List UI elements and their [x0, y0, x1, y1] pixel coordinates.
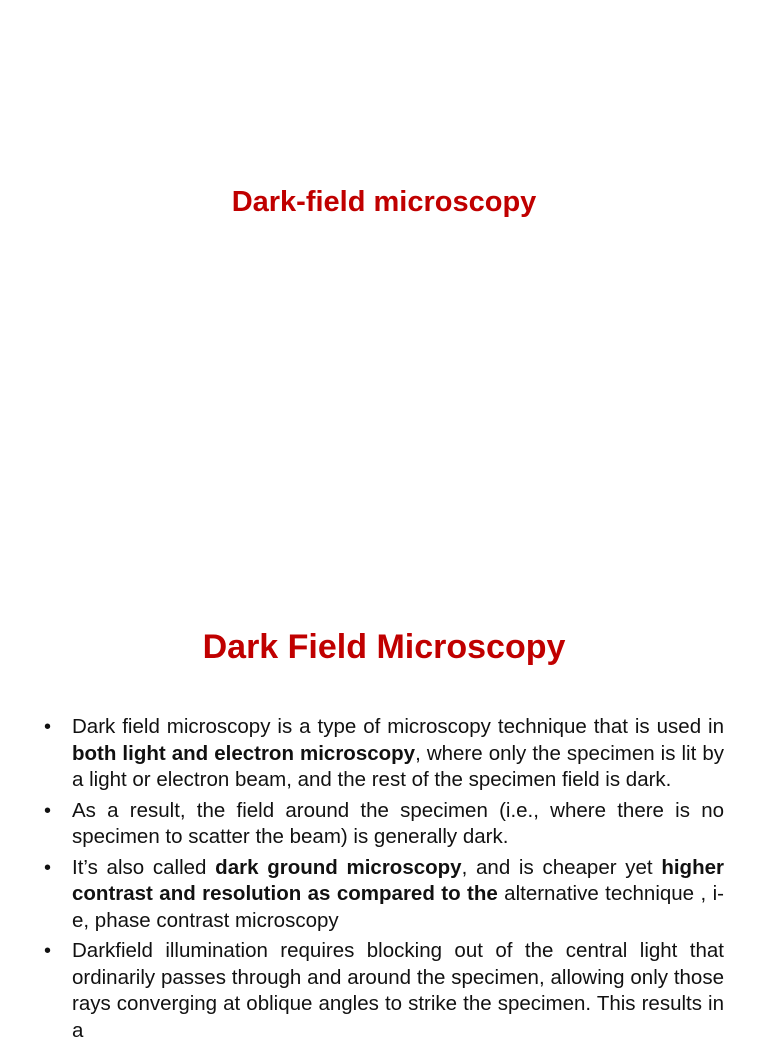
slide-title: Dark-field microscopy [231, 186, 537, 218]
bullet-text-run: alternative technique , i-e, phase contrast microscopy [72, 882, 724, 932]
bullet-text-run: , where only the specimen is lit by a light or electron beam, and the rest of the specimen field is dark. [72, 741, 724, 791]
bullet-dot-icon: • [44, 799, 52, 822]
bullet-text [72, 856, 724, 932]
bullet-bold-run: higher contrast and resolution as compared to the [72, 855, 724, 905]
bullet-bold-run: both light and electron microscopy [72, 741, 416, 765]
bullet-dot-icon: • [44, 856, 52, 879]
bullet-list [44, 714, 724, 1048]
bullet-text-run: As a result, the field around the specimen (i.e., where there is no specimen to scatter the beam) is generally dark. [72, 798, 724, 848]
bullet-item [44, 798, 724, 851]
bullet-text [72, 799, 724, 849]
bullet-text-run: , and is cheaper yet [461, 855, 662, 879]
bullet-item [44, 938, 724, 1044]
bullet-item [44, 714, 724, 794]
slide-heading: Dark Field Microscopy [202, 628, 566, 666]
bullet-text [72, 715, 724, 791]
bullet-dot-icon: • [44, 716, 52, 738]
bullet-text [72, 939, 724, 1042]
bullet-bold-run: dark ground microscopy [215, 855, 462, 879]
bullet-dot-icon: • [44, 940, 52, 962]
bullet-text-run: Darkfield illumination requires blocking out of the central light that ordinarily passes through and around the specimen, allowing only those rays converging at oblique angles to strike the specimen. This results in a [72, 939, 724, 1042]
bullet-item [44, 855, 724, 935]
bullet-text-run: It’s also called [72, 855, 216, 879]
bullet-text-run: Dark field microscopy is a type of microscopy technique that is used in [72, 715, 724, 738]
